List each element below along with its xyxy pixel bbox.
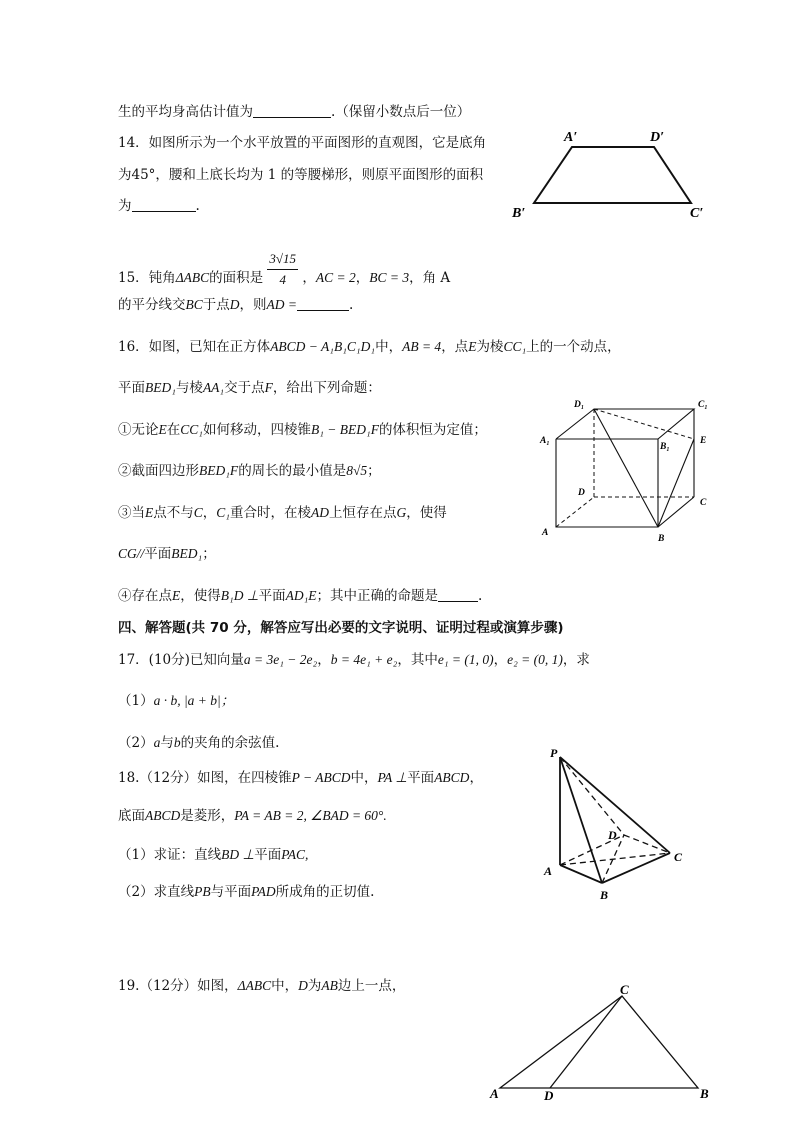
q15-ad: AD = [266, 297, 297, 312]
p2-text3: ； [367, 463, 381, 479]
p4-e: E [172, 588, 181, 603]
p1-text2: 在 [166, 422, 181, 438]
q15-frac-num: 3√15 [267, 249, 298, 270]
label-A: A [542, 528, 549, 538]
label-D-prime: D′ [650, 130, 665, 145]
q17-line1 [118, 650, 590, 670]
q16-prop3-cont [118, 544, 216, 564]
q16-f: F [264, 380, 273, 395]
section-d1-e [594, 409, 694, 439]
q15-comma2: ， [355, 270, 370, 286]
p4-text1: ④存在点 [118, 588, 172, 604]
q15-text4: 的平分线交 [118, 297, 186, 313]
q18-line1 [118, 768, 483, 788]
cube-edge-bc [658, 497, 694, 527]
q16-prop4 [118, 586, 482, 606]
p1-text3: 如何移动，四棱锥 [202, 422, 311, 438]
cube-front-face [556, 439, 658, 527]
p3-cg: CG// [118, 546, 145, 561]
q17-vec-a: a = 3e₁ − 2e₂ [243, 652, 318, 667]
trapezoid-shape [534, 147, 691, 203]
q17-p2-text2: 的夹角的余弦值. [180, 735, 280, 751]
q16-cube: ABCD − A₁B₁C₁D₁ [270, 339, 376, 354]
p4-text2: ，使得 [180, 588, 221, 604]
p2-value: 8√5 [346, 463, 368, 478]
label-E: E [700, 436, 707, 446]
q16-answer-blank[interactable] [438, 587, 478, 602]
label-B: B [600, 888, 609, 902]
q18-line2 [118, 806, 387, 826]
q15-bc: BC = 3 [369, 270, 410, 285]
q15-text7: . [349, 297, 354, 313]
q15-text3: ，角 A [409, 270, 451, 286]
q17-text2: ， [317, 652, 331, 668]
q17-p1-math: a · b, |a + b|； [153, 693, 235, 708]
q17-vec-b: b = 4e₁ + e₂ [330, 652, 398, 667]
q18-p1-text1: （1）求证：直线 [118, 847, 222, 863]
q16-line1 [118, 337, 621, 357]
cube-top-face [556, 409, 694, 439]
label-A-prime: A′ [564, 130, 578, 145]
q17-p2-b: b [173, 735, 181, 750]
q19-text2: 中， [271, 978, 299, 994]
q18-pyramid-figure [542, 745, 702, 905]
q18-pad: PAD [251, 884, 276, 899]
q16-text8: 交于点 [224, 380, 265, 396]
p3-text5: 上恒存在点 [328, 505, 397, 521]
q13-answer-blank[interactable] [253, 103, 331, 118]
q17-text3: ，其中 [397, 652, 438, 668]
q17-p2-a: a [153, 735, 161, 750]
p1-pyramid: B₁ − BED₁F [310, 422, 379, 437]
q16-text3: ，点 [441, 339, 469, 355]
triangle-abc [500, 996, 698, 1088]
p4-bd: B₁D ⊥ [220, 588, 259, 603]
q18-p2-text2: 与平面 [210, 884, 252, 900]
p4-text3: 平面 [258, 588, 286, 604]
p3-text8: ； [202, 546, 216, 562]
q17-text5: ，求 [562, 652, 590, 668]
label-D1: D₁ [574, 400, 585, 410]
edge-ab [560, 865, 602, 883]
p3-text3: ， [202, 505, 217, 521]
p3-text7: 平面 [144, 546, 172, 562]
q15-bc2: BC [185, 297, 203, 312]
p3-c1: C₁ [216, 505, 230, 520]
p3-text2: 点不与 [153, 505, 194, 521]
p3-bed: BED₁ [171, 546, 203, 561]
q18-text4: ， [469, 770, 483, 786]
q19-text1: 19.（12分）如图， [118, 978, 238, 994]
q17-text1: 17．(10分)已知向量 [118, 652, 244, 668]
q18-text5: 底面 [118, 808, 145, 824]
p1-e: E [158, 422, 167, 437]
label-A: A [544, 864, 553, 878]
q16-prop2 [118, 461, 381, 481]
q18-bd: BD ⊥ [221, 847, 255, 862]
label-C: C [674, 850, 683, 864]
q14-trapezoid-figure [510, 125, 710, 225]
q17-p2-label: （2） [118, 735, 154, 751]
q15-ac: AC = 2 [315, 270, 356, 285]
q18-pb: PB [194, 884, 211, 899]
p4-text5: . [478, 588, 483, 604]
q17-part1 [118, 691, 234, 711]
q14-text2: 为45°，腰和上底长均为 1 的等腰梯形，则原平面图形的面积 [118, 167, 484, 183]
q15-d: D [229, 297, 240, 312]
q16-aa: AA₁ [202, 380, 225, 395]
label-D: D [578, 488, 585, 498]
q16-text7: 与棱 [175, 380, 203, 396]
label-C: C [700, 498, 707, 508]
q17-p2-text1: 与 [160, 735, 174, 751]
p1-text1: ①无论 [118, 422, 159, 438]
q16-text9: ，给出下列命题： [272, 380, 381, 396]
q19-ab: AB [321, 978, 338, 993]
q15-text2: 的面积是 [209, 270, 264, 286]
p4-ad: AD₁E [285, 588, 317, 603]
q16-prop1 [118, 420, 487, 440]
label-P: P [550, 746, 558, 760]
q19-line1 [118, 976, 405, 996]
q14-line1 [118, 133, 486, 153]
q14-text4: . [195, 198, 200, 214]
q15-line1 [118, 251, 451, 299]
q19-text3: 为 [307, 978, 322, 994]
q16-cc: CC₁ [503, 339, 527, 354]
q19-text4: 边上一点， [337, 978, 406, 994]
q17-p1-label: （1） [118, 693, 154, 709]
p3-text6: ，使得 [406, 505, 447, 521]
p3-g: G [396, 505, 407, 520]
q16-text6: 平面 [118, 380, 145, 396]
p2-text1: ②截面四边形 [118, 463, 199, 479]
q18-text3: 平面 [407, 770, 435, 786]
q15-comma1: ， [302, 270, 316, 286]
label-B1: B₁ [660, 442, 670, 452]
section-d1-b [594, 409, 658, 527]
label-C: C [620, 982, 629, 997]
q16-prop3 [118, 503, 447, 523]
q14-text1: 14．如图所示为一个水平放置的平面图形的直观图，它是底角 [118, 135, 487, 151]
q13-tail [118, 102, 470, 122]
q15-line2 [118, 295, 353, 315]
edge-bc [602, 853, 670, 883]
hidden-dc [624, 835, 670, 853]
q18-p2-text1: （2）求直线 [118, 884, 195, 900]
label-C-prime: C′ [690, 206, 704, 221]
q18-p2-text3: 所成角的正切值. [275, 884, 375, 900]
q16-text4: 为棱 [476, 339, 504, 355]
q15-frac-den: 4 [279, 272, 286, 287]
label-B: B [700, 1086, 709, 1101]
label-A1: A₁ [540, 436, 550, 446]
p1-text4: 的体积恒为定值； [378, 422, 487, 438]
q18-text6: 是菱形， [180, 808, 235, 824]
q15-answer-blank[interactable] [297, 296, 349, 311]
q13-text-end: .（保留小数点后一位） [331, 104, 471, 120]
p2-quad: BED₁F [199, 463, 239, 478]
q18-part1 [118, 845, 308, 865]
q15-area-fraction [267, 249, 298, 290]
p1-cc: CC₁ [180, 422, 203, 437]
q16-text1: 16．如图，已知在正方体 [118, 339, 271, 355]
q16-cube-figure [536, 395, 726, 545]
q14-text3: 为 [118, 198, 132, 214]
p4-text4: ；其中正确的命题是 [316, 588, 439, 604]
q19-triangle: ΔABC [237, 978, 272, 993]
q16-ab: AB = 4 [402, 339, 442, 354]
label-B: B [658, 534, 665, 544]
q13-text: 生的平均身高估计值为 [118, 104, 253, 120]
q18-pyramid: P − ABCD [291, 770, 351, 785]
q15-text5: 于点 [202, 297, 230, 313]
q18-pac: PAC, [281, 847, 309, 862]
label-D: D [544, 1088, 554, 1103]
q19-d: D [298, 978, 308, 993]
p3-e: E [145, 505, 154, 520]
q15-text6: ，则 [239, 297, 267, 313]
q14-line3 [118, 196, 200, 216]
q16-text5: 上的一个动点， [526, 339, 621, 355]
q16-bed: BED₁ [145, 380, 176, 395]
p2-text2: 的周长的最小值是 [238, 463, 347, 479]
q17-e1: e₁ = (1, 0) [437, 652, 494, 667]
q16-e: E [468, 339, 477, 354]
q18-text2: 中， [350, 770, 378, 786]
label-B-prime: B′ [512, 206, 526, 221]
section-4-title: 四、解答题(共 70 分，解答应写出必要的文字说明、证明过程或演算步骤) [118, 620, 564, 636]
section-4-heading [118, 618, 564, 638]
q14-line2 [118, 165, 483, 185]
q17-part2 [118, 733, 279, 753]
label-A: A [490, 1086, 499, 1101]
p3-c: C [193, 505, 203, 520]
q15-triangle: ΔABC [175, 270, 210, 285]
section-b-e [658, 439, 694, 527]
q18-text1: 18.（12分）如图，在四棱锥 [118, 770, 292, 786]
p3-ad: AD [310, 505, 329, 520]
p3-text4: 重合时，在棱 [229, 505, 311, 521]
q19-triangle-figure [488, 982, 718, 1102]
q18-p1-text2: 平面 [254, 847, 282, 863]
label-C1: C₁ [698, 400, 708, 410]
q18-abcd: ABCD [434, 770, 470, 785]
q18-pa: PA ⊥ [377, 770, 408, 785]
q14-answer-blank[interactable] [132, 197, 196, 212]
p3-text1: ③当 [118, 505, 145, 521]
hidden-pd [560, 757, 624, 835]
q18-conditions: PA = AB = 2, ∠BAD = 60°. [234, 808, 387, 823]
label-D: D [608, 828, 617, 842]
q16-text2: 中， [375, 339, 403, 355]
q17-e2: e₂ = (0, 1) [507, 652, 563, 667]
q18-abcd2: ABCD [145, 808, 181, 823]
q16-line2 [118, 378, 381, 398]
q17-text4: ， [493, 652, 508, 668]
q15-text1: 15．钝角 [118, 270, 176, 286]
q18-part2 [118, 882, 374, 902]
cube-hidden-ad [556, 497, 594, 527]
